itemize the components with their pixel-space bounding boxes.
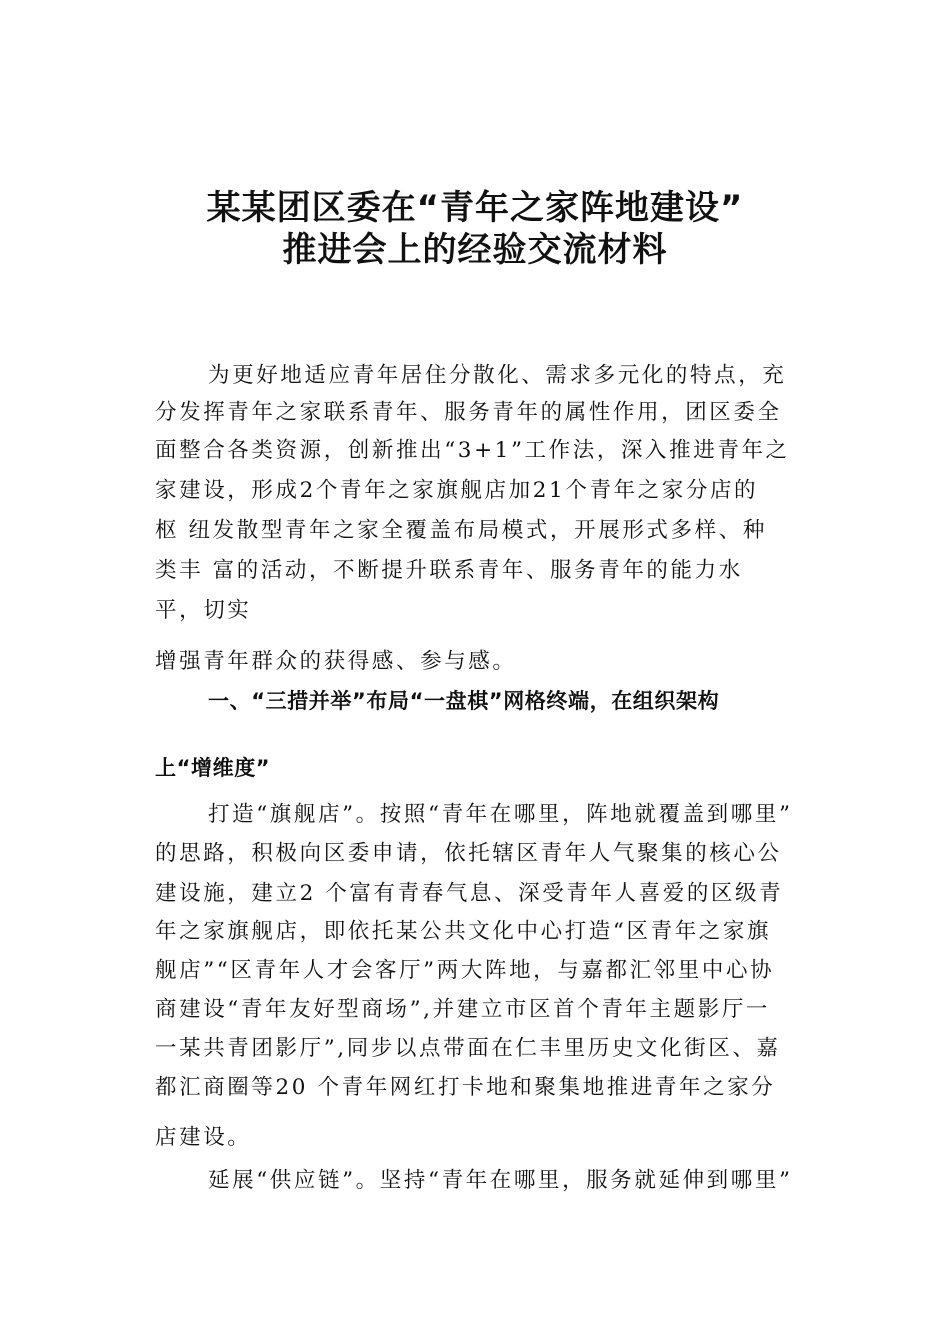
body-line: 一某共青团影厅”,同步以点带面在仁丰里历史文化街区、嘉 [155,1036,781,1061]
intro-line: 增强青年群众的获得感、参与感。 [155,649,517,674]
body-line: 打造“旗舰店”。按照“青年在哪里，阵地就覆盖到哪里” [208,802,793,827]
body-line: 舰店”“区青年人才会客厅”两大阵地，与嘉都汇邻里中心协 [155,958,775,983]
document-title-line-2: 推进会上的经验交流材料 [282,230,668,270]
body-line: 的思路，积极向区委申请，依托辖区青年人气聚集的核心公 [155,841,782,866]
intro-line: 平，切实 [155,598,252,623]
body-line: 年之家旗舰店，即依托某公共文化中心打造“区青年之家旗 [155,919,772,944]
body-line: 店建设。 [155,1125,252,1150]
intro-line: 类丰 富的活动，不断提升联系青年、服务青年的能力水 [155,558,743,583]
intro-line: 枢 纽发散型青年之家全覆盖布局模式，开展形式多样、种 [155,518,767,543]
intro-line: 面整合各类资源，创新推出“3+1”工作法，深入推进青年之 [155,438,790,463]
body-line: 商建设“青年友好型商场”,并建立市区首个青年主题影厅一 [155,997,771,1022]
body-line: 建设施，建立2 个富有青春气息、深受青年人喜爱的区级青 [155,881,784,906]
section-heading-line-2: 上“增维度” [155,756,271,780]
body-line: 都汇商圈等20 个青年网红打卡地和聚集地推进青年之家分 [155,1075,776,1100]
intro-line: 家建设，形成2个青年之家旗舰店加21个青年之家分店的 [155,478,759,503]
section-heading-line-1: 一、“三措并举”布局“一盘棋”网格终端，在组织架构 [208,689,720,713]
intro-line: 为更好地适应青年居住分散化、需求多元化的特点，充 [208,363,787,388]
document-title-line-1: 某某团区委在“青年之家阵地建设” [206,188,744,228]
intro-line: 分发挥青年之家联系青年、服务青年的属性作用，团区委全 [155,400,782,425]
body-line: 延展“供应链”。坚持“青年在哪里，服务就延伸到哪里” [208,1168,793,1193]
